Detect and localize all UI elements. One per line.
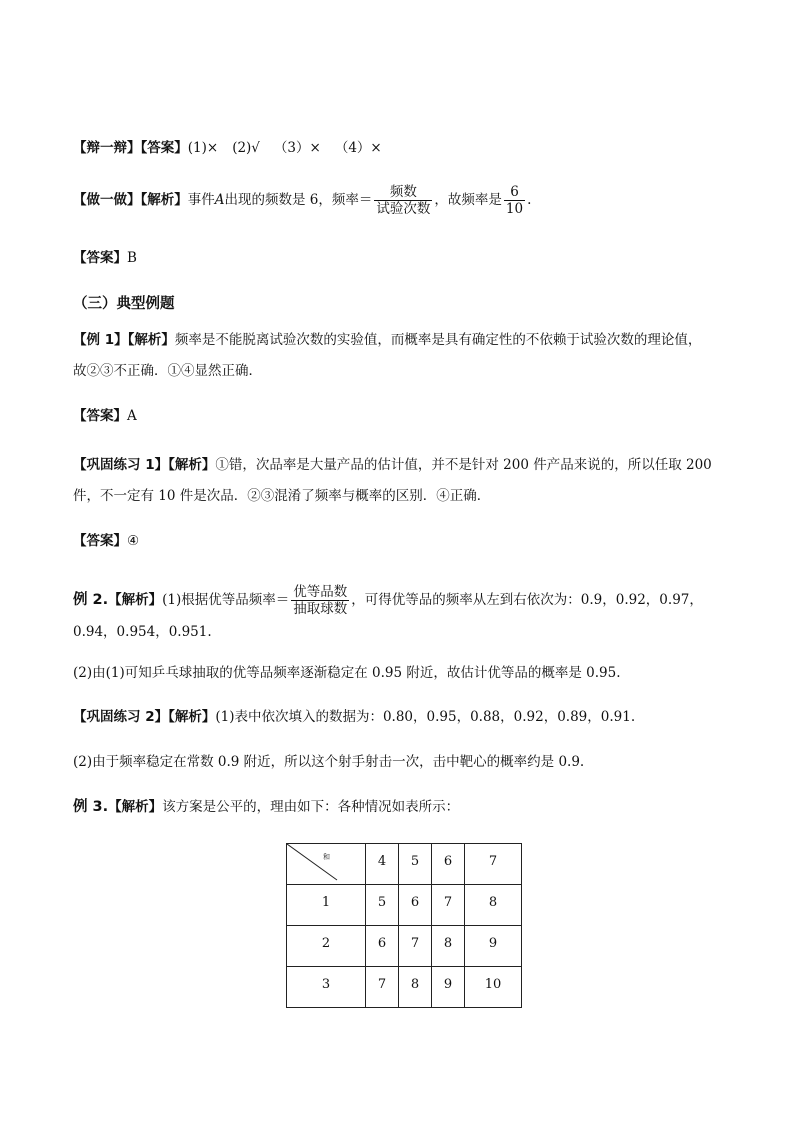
analysis-tag: 【解析】 <box>108 592 163 608</box>
practice2-tag: 【巩固练习 2】 <box>73 709 169 725</box>
answer-tag: 【答案】 <box>73 533 127 549</box>
answer-value: A <box>127 408 137 424</box>
answer-tag: 【答案】 <box>73 250 127 266</box>
fraction-denominator: 抽取球数 <box>293 601 348 617</box>
bianyibian-item-4: （4）× <box>334 140 382 156</box>
zuoyizuo-line <box>73 184 531 217</box>
table-cell: 7 <box>366 967 399 1008</box>
example2-line1 <box>73 584 703 617</box>
frequency-fraction <box>374 184 432 217</box>
example2-line2: 0.94，0.954，0.951. <box>73 624 212 640</box>
table-cell: 7 <box>399 926 432 967</box>
header-cell: 6 <box>432 844 465 885</box>
answer-line-2 <box>73 406 137 426</box>
example3-tag: 例 3. <box>73 799 109 815</box>
fraction-numerator: 频数 <box>374 184 432 201</box>
table-cell: 5 <box>366 885 399 926</box>
row-label: 3 <box>287 967 366 1008</box>
example3-line <box>73 797 459 817</box>
table-cell: 9 <box>465 926 522 967</box>
table-header-row <box>287 844 522 885</box>
table-cell: 6 <box>399 885 432 926</box>
example1-line2: 故②③不正确．①④显然正确． <box>73 363 262 379</box>
fraction-numerator: 6 <box>504 184 525 201</box>
analysis-tag: 【解析】 <box>127 332 175 348</box>
example1-text: 频率是不能脱离试验次数的实验值，而概率是具有确定性的不依赖于试验次数的理论值， <box>174 332 702 348</box>
table-cell: 7 <box>432 885 465 926</box>
corner-label: 和 <box>323 853 330 861</box>
example3-text: 该方案是公平的，理由如下：各种情况如表所示： <box>162 799 460 815</box>
result-fraction <box>504 184 525 217</box>
table-cell: 9 <box>432 967 465 1008</box>
practice2-line1 <box>73 707 635 727</box>
bianyibian-item-1: (1)× <box>187 140 219 156</box>
answer-tag: 【答案】 <box>140 140 188 156</box>
analysis-tag: 【解析】 <box>168 457 216 473</box>
answer-line-1 <box>73 248 137 268</box>
example2-tag: 例 2. <box>73 592 109 608</box>
practice1-tag: 【巩固练习 1】 <box>73 457 169 473</box>
header-cell: 4 <box>366 844 399 885</box>
example1-tag: 【例 1】 <box>73 332 128 348</box>
practice2-text: (1)表中依次填入的数据为：0.80，0.95，0.88，0.92，0.89，0.91. <box>215 709 636 725</box>
row-label: 2 <box>287 926 366 967</box>
example2-line3: (2)由(1)可知乒乓球抽取的优等品频率逐渐稳定在 0.95 附近，故估计优等品的概率是 0.95. <box>73 665 621 681</box>
answer-line-3 <box>73 531 139 551</box>
table-row <box>287 967 522 1008</box>
table-cell: 8 <box>399 967 432 1008</box>
row-label: 1 <box>287 885 366 926</box>
analysis-tag: 【解析】 <box>140 192 188 208</box>
table-cell: 8 <box>432 926 465 967</box>
header-cell: 7 <box>465 844 522 885</box>
analysis-tag: 【解析】 <box>168 709 216 725</box>
example2-text-a: (1)根据优等品频率＝ <box>162 592 290 608</box>
example1-line1 <box>73 330 701 350</box>
table-cell: 6 <box>366 926 399 967</box>
bianyibian-tag: 【辩一辩】 <box>73 140 141 156</box>
fraction-numerator: 优等品数 <box>293 584 348 600</box>
practice1-text: ①错，次品率是大量产品的估计值，并不是针对 200 件产品来说的，所以任取 200 <box>215 457 712 473</box>
analysis-tag: 【解析】 <box>108 799 163 815</box>
example2-text-b: ，可得优等品的频率从左到右依次为：0.9，0.92，0.97， <box>351 592 703 608</box>
quality-fraction <box>291 584 349 617</box>
zuoyizuo-tag: 【做一做】 <box>73 192 141 208</box>
practice2-line2: (2)由于频率稳定在常数 0.9 附近，所以这个射手射击一次，击中靶心的概率约是 0.9. <box>73 754 585 770</box>
answer-tag: 【答案】 <box>73 408 127 424</box>
table-cell: 10 <box>465 967 522 1008</box>
bianyibian-item-3: （3）× <box>273 140 321 156</box>
bianyibian-line <box>73 138 382 158</box>
sum-table <box>286 843 522 1008</box>
table-row <box>287 926 522 967</box>
corner-cell <box>287 844 366 885</box>
fraction-denominator: 10 <box>505 201 524 217</box>
practice1-line2: 件，不一定有 10 件是次品．②③混淆了频率与概率的区别．④正确． <box>73 488 491 504</box>
table-cell: 8 <box>465 885 522 926</box>
answer-value: B <box>127 250 137 266</box>
zuoyizuo-text-a: 事件 <box>187 192 215 208</box>
practice1-line1 <box>73 455 712 475</box>
event-variable: A <box>214 192 225 208</box>
zuoyizuo-text-b: 出现的频数是 6，频率＝ <box>224 192 373 208</box>
section-title: （三）典型例题 <box>73 296 175 312</box>
zuoyizuo-text-c: ，故频率是 <box>434 192 502 208</box>
zuoyizuo-text-d: . <box>527 192 532 208</box>
bianyibian-item-2: (2)√ <box>232 140 260 156</box>
answer-value: ④ <box>127 533 140 549</box>
fraction-denominator: 试验次数 <box>376 201 431 217</box>
header-cell: 5 <box>399 844 432 885</box>
